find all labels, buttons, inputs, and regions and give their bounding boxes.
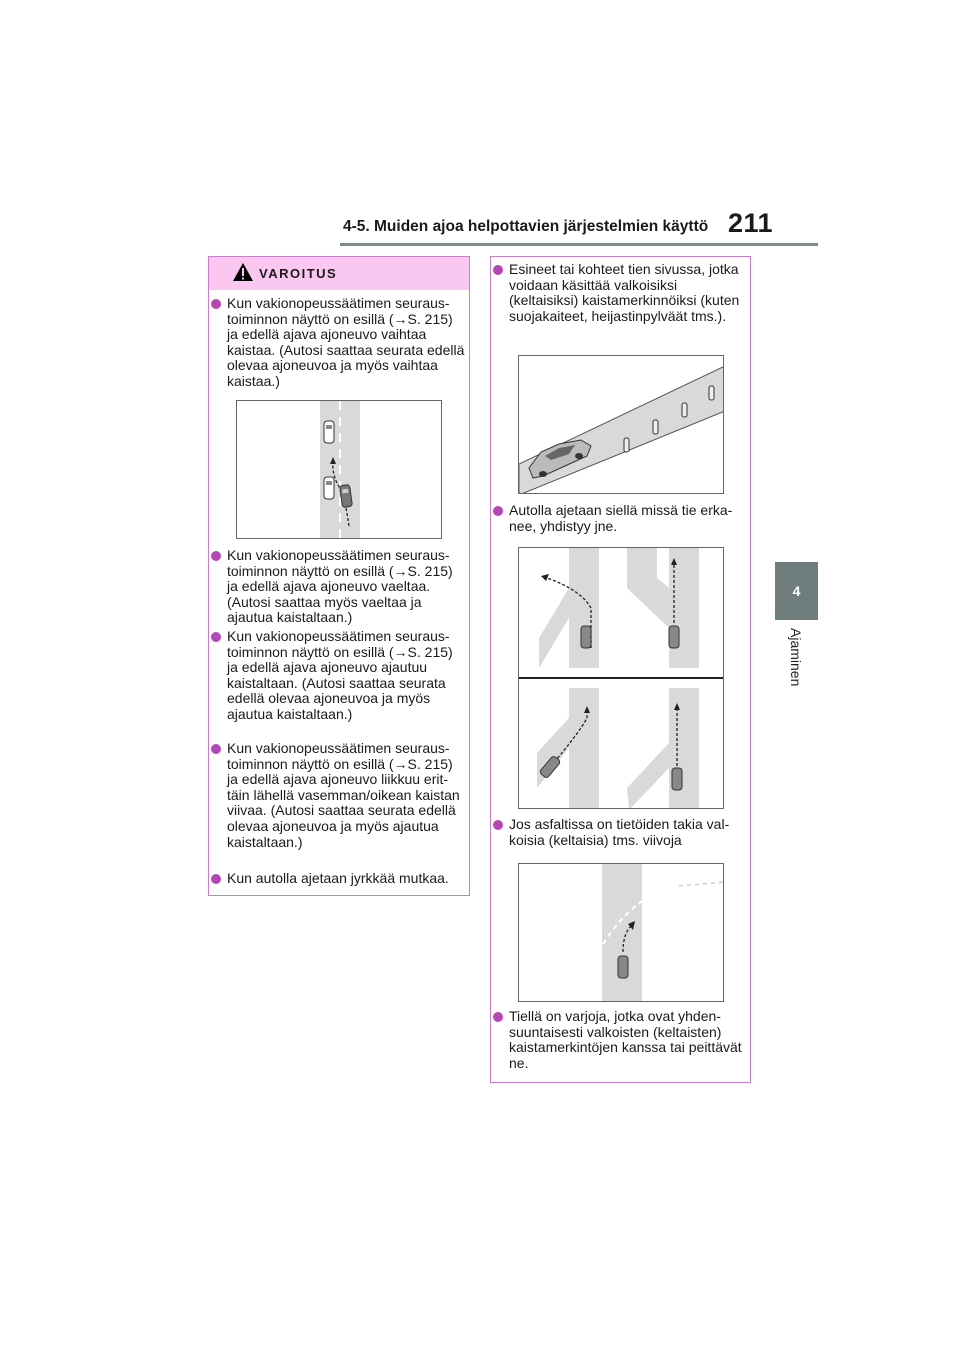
- chapter-tab[interactable]: 4: [775, 562, 818, 620]
- warning-header: [209, 257, 469, 290]
- warning-triangle-icon: [232, 262, 254, 282]
- bullet-icon: [493, 506, 503, 516]
- bullet-icon: [493, 1012, 503, 1022]
- warning-item: [227, 548, 465, 626]
- bullet-icon: [211, 632, 221, 642]
- bullet-icon: [493, 820, 503, 830]
- bullet-icon: [211, 299, 221, 309]
- condition-item: [509, 503, 745, 534]
- warning-label: VAROITUS: [259, 266, 338, 281]
- warning-box: [208, 256, 470, 896]
- conditions-box: [490, 256, 751, 1083]
- figure-roadside-objects: [518, 355, 724, 494]
- warning-item-text: Kun vakionopeussäätimen seuraustoiminnon näyttö on esillä (→S. 215) ja edellä ajava ajoneuvo vaeltaa. (Autosi saattaa myös vaeltaa ja ajautua kaistaltaan.): [227, 547, 453, 626]
- condition-item: [509, 262, 745, 324]
- condition-item-text: Jos asfaltissa on tietöiden takia valkoisia (keltaisia) tms. viivoja: [509, 816, 730, 848]
- bullet-icon: [211, 874, 221, 884]
- warning-item-text: Kun vakionopeussäätimen seuraustoiminnon näyttö on esillä (→S. 215) ja edellä ajava ajoneuvo liikkuu erittäin lähellä vasemman/oikean kaistan viivaa. (Autosi saattaa seurata edellä olevaa ajoneuvoa ja myös ajautua kaistaltaan.): [227, 740, 460, 850]
- page-number: 211: [728, 208, 774, 238]
- warning-item-text: Kun vakionopeussäätimen seuraustoiminnon näyttö on esillä (→S. 215) ja edellä ajava ajoneuvo vaihtaa kaistaa. (Autosi saattaa seurata edellä olevaa ajoneuvoa ja myös vaihtaa kaistaa.): [227, 295, 465, 389]
- header-divider: [340, 243, 818, 246]
- warning-item: [227, 741, 465, 850]
- warning-item: [227, 871, 465, 887]
- warning-item-text: Kun vakionopeussäätimen seuraustoiminnon näyttö on esillä (→S. 215) ja edellä ajava ajoneuvo ajautuu kaistaltaan. (Autosi saattaa seurata edellä olevaa ajoneuvoa ja myös ajautua kaistaltaan.): [227, 628, 453, 722]
- figure-lane-change: [236, 400, 442, 539]
- bullet-icon: [211, 551, 221, 561]
- chapter-title: Ajaminen: [788, 628, 804, 687]
- condition-item-text: Autolla ajetaan siellä missä tie erkanee, yhdistyy jne.: [509, 502, 733, 534]
- figure-road-split: [518, 547, 724, 809]
- condition-item: [509, 1009, 745, 1071]
- figure-roadwork-lines: [518, 863, 724, 1002]
- page-header-title: 4-5. Muiden ajoa helpottavien järjestelmien käyttö: [343, 218, 709, 235]
- warning-item: [227, 296, 465, 390]
- warning-item: [227, 629, 465, 723]
- condition-item-text: Esineet tai kohteet tien sivussa, jotka voidaan käsittää valkoisiksi (keltaisiksi) kaistamerkinnöiksi (kuten suojakaiteet, heijastinpylväät tms.).: [509, 261, 740, 324]
- bullet-icon: [493, 265, 503, 275]
- warning-item-text: Kun autolla ajetaan jyrkkää mutkaa.: [227, 870, 449, 886]
- bullet-icon: [211, 744, 221, 754]
- condition-item-text: Tiellä on varjoja, jotka ovat yhdensuuntaisesti valkoisten (keltaisten) kaistamerkintöjen kanssa tai peittävät ne.: [509, 1008, 742, 1071]
- condition-item: [509, 817, 745, 848]
